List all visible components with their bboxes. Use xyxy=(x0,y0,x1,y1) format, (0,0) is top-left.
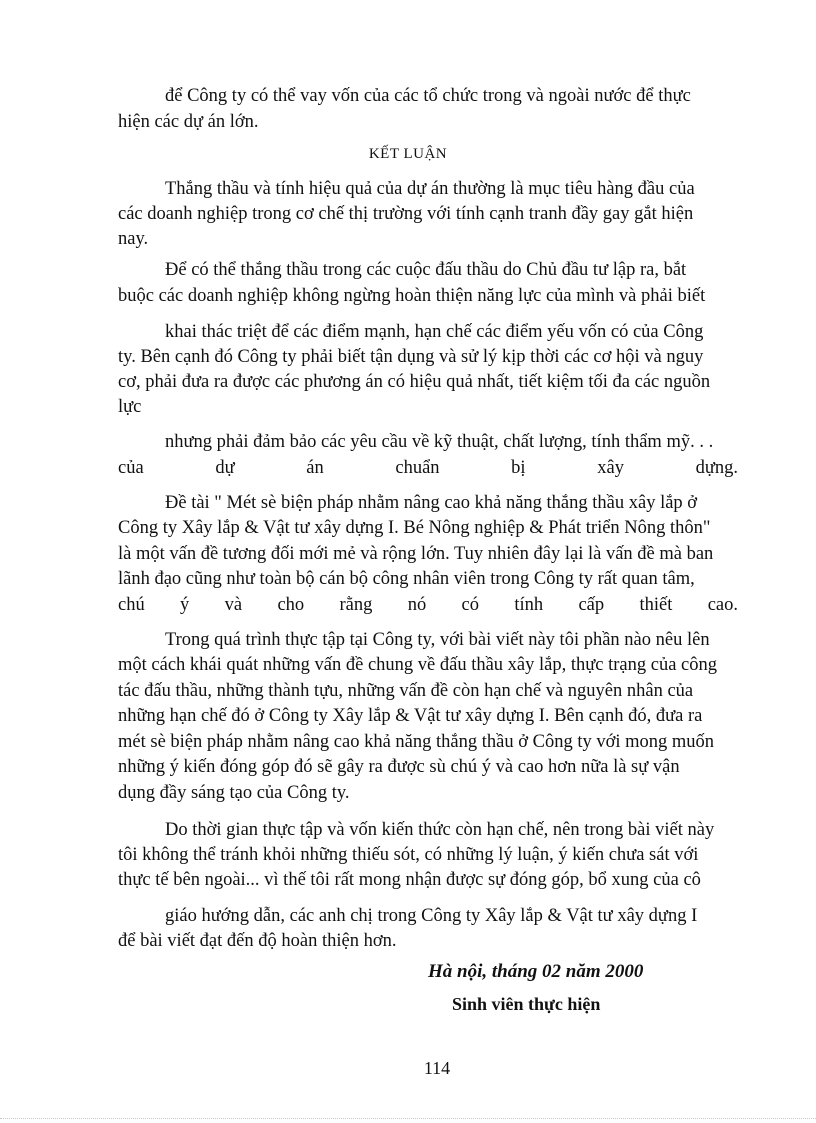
text-line: thực tế bên ngoài... vì thế tôi rất mong nhận được sự đóng góp, bổ xung của cô xyxy=(118,870,701,890)
text-line: một cách khái quát những vấn đề chung về đấu thầu xây lắp, thực trạng của công xyxy=(118,655,718,675)
text-line: dụng đầy sáng tạo của Công ty. xyxy=(118,783,350,803)
text-line: nay. xyxy=(118,229,149,249)
text-line: để bài viết đạt đến độ hoàn thiện hơn. xyxy=(118,931,397,951)
text-line: ty. Bên cạnh đó Công ty phải biết tận dụng và sử lý kịp thời các cơ hội và nguy xyxy=(118,347,704,367)
text-line: của dự án chuẩn bị xây dựng. xyxy=(118,458,738,478)
text-line: Do thời gian thực tập và vốn kiến thức còn hạn chế, nên trong bài viết này xyxy=(165,820,715,840)
text-line: Thắng thầu và tính hiệu quả của dự án thường là mục tiêu hàng đầu của xyxy=(165,179,695,199)
text-line: mét sè biện pháp nhằm nâng cao khả năng thắng thầu ở Công ty với mong muốn xyxy=(118,732,715,752)
page-bottom-divider xyxy=(0,1118,816,1119)
text-line: những hạn chế đó ở Công ty Xây lắp & Vật tư xây dựng I. Bên cạnh đó, đưa ra xyxy=(118,706,703,726)
text-line: lãnh đạo cũng như toàn bộ cán bộ công nhân viên trong Công ty rất quan tâm, xyxy=(118,569,695,589)
signature-name: Sinh viên thực hiện xyxy=(452,994,601,1014)
text-line: Trong quá trình thực tập tại Công ty, với bài viết này tôi phần nào nêu lên xyxy=(165,630,710,650)
section-heading: KẾT LUẬN xyxy=(368,146,448,162)
text-line: nhưng phải đảm bảo các yêu cầu về kỹ thuật, chất lượng, tính thẩm mỹ. . . xyxy=(165,432,714,452)
text-line: để Công ty có thể vay vốn của các tổ chức trong và ngoài nước để thực xyxy=(165,86,691,106)
text-line: cơ, phải đưa ra được các phương án có hiệu quả nhất, tiết kiệm tối đa các nguồn xyxy=(118,372,711,392)
text-line: Đề tài " Mét sè biện pháp nhằm nâng cao khả năng thắng thầu xây lắp ở xyxy=(165,493,698,513)
text-line: khai thác triệt để các điểm mạnh, hạn chế các điểm yếu vốn có của Công xyxy=(165,322,704,342)
text-line: những ý kiến đóng góp đó sẽ gây ra được sù chú ý và cao hơn nữa là sự vận xyxy=(118,757,680,777)
text-line: là một vấn đề tương đối mới mẻ và rộng lớn. Tuy nhiên đây lại là vấn đề mà ban xyxy=(118,544,714,564)
text-line: tôi không thể tránh khỏi những thiếu sót, có những lý luận, ý kiến chưa sát với xyxy=(118,845,699,865)
text-line: giáo hướng dẫn, các anh chị trong Công ty Xây lắp & Vật tư xây dựng I xyxy=(165,906,698,926)
text-line: buộc các doanh nghiệp không ngừng hoàn thiện năng lực của mình và phải biết xyxy=(118,286,706,306)
text-line: Công ty Xây lắp & Vật tư xây dựng I. Bé Nông nghiệp & Phát triển Nông thôn" xyxy=(118,518,711,538)
text-line: các doanh nghiệp trong cơ chế thị trường với tính cạnh tranh đầy gay gắt hiện xyxy=(118,204,694,224)
text-line: hiện các dự án lớn. xyxy=(118,112,259,132)
text-line: chú ý và cho rằng nó có tính cấp thiết cao. xyxy=(118,595,738,615)
page-number: 114 xyxy=(423,1058,451,1078)
text-line: lực xyxy=(118,397,142,417)
signature-date: Hà nội, tháng 02 năm 2000 xyxy=(428,961,644,982)
text-line: Để có thể thắng thầu trong các cuộc đấu thầu do Chủ đầu tư lập ra, bắt xyxy=(165,260,687,280)
text-line: tác đấu thầu, những thành tựu, những vấn đề còn hạn chế và nguyên nhân của xyxy=(118,681,694,701)
